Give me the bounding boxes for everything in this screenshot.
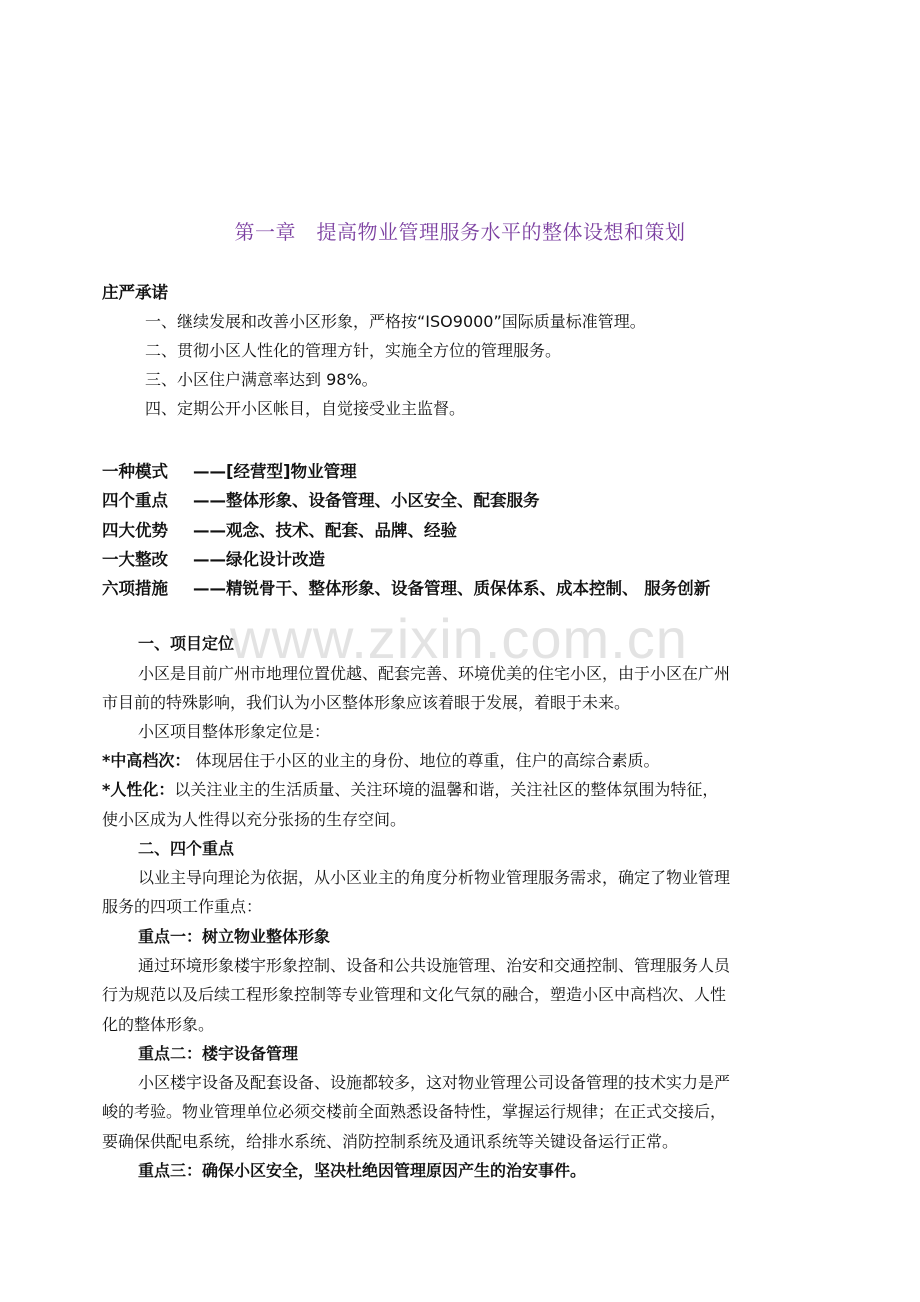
bullet-text: 体现居住于小区的业主的身份、地位的尊重，住户的高综合素质。 xyxy=(190,751,660,770)
bullet-text: 以关注业主的生活质量、关注环境的温馨和谐，关注社区的整体氛围为特征， xyxy=(174,780,719,799)
mode-label: 一大整改 xyxy=(102,550,168,569)
subheading: 重点一：树立物业整体形象 xyxy=(138,927,331,946)
mode-value: ——[经营型]物业管理 xyxy=(193,462,357,481)
mode-label: 四大优势 xyxy=(102,521,168,540)
bullet-line xyxy=(102,751,659,771)
paragraph-line: 小区楼宇设备及配套设备、设施都较多，这对物业管理公司设备管理的技术实力是严 xyxy=(138,1073,731,1092)
subheading: 重点三：确保小区安全，坚决杜绝因管理原因产生的治安事件。 xyxy=(138,1161,587,1180)
section-heading: 二、四个重点 xyxy=(138,839,235,858)
paragraph-line: 以业主导向理论为依据，从小区业主的角度分析物业管理服务需求，确定了物业管理 xyxy=(138,868,731,887)
paragraph-line: 市目前的特殊影响，我们认为小区整体形象应该着眼于发展，着眼于未来。 xyxy=(102,693,631,712)
paragraph-line: 化的整体形象。 xyxy=(102,1015,215,1034)
paragraph-line: 通过环境形象楼宇形象控制、设备和公共设施管理、治安和交通控制、管理服务人员 xyxy=(138,956,731,975)
watermark: www.zixin.com.cn xyxy=(230,607,688,670)
mode-value: ——绿化设计改造 xyxy=(193,550,325,569)
mode-value: ——整体形象、设备管理、小区安全、配套服务 xyxy=(193,491,540,510)
mode-label: 四个重点 xyxy=(102,491,168,510)
subheading: 重点二：楼宇设备管理 xyxy=(138,1044,299,1063)
paragraph-line: 小区是目前广州市地理位置优越、配套完善、环境优美的住宅小区，由于小区在广州 xyxy=(138,664,731,683)
paragraph-line: 服务的四项工作重点： xyxy=(102,897,263,916)
commitment-item: 二、贯彻小区人性化的管理方针，实施全方位的管理服务。 xyxy=(145,341,562,360)
paragraph-line: 峻的考验。物业管理单位必须交楼前全面熟悉设备特性，掌握运行规律；在正式交接后， xyxy=(102,1102,727,1121)
page-title: 第一章 提高物业管理服务水平的整体设想和策划 xyxy=(234,220,686,244)
bullet-label: *人性化： xyxy=(102,780,175,799)
commitment-item: 一、继续发展和改善小区形象，严格按“ISO9000”国际质量标准管理。 xyxy=(145,312,646,331)
commitment-item: 四、定期公开小区帐目，自觉接受业主监督。 xyxy=(145,399,466,418)
paragraph-line: 小区项目整体形象定位是： xyxy=(138,722,331,741)
bullet-line xyxy=(102,780,718,800)
bullet-label: *中高档次： xyxy=(102,751,191,770)
section-heading: 一、项目定位 xyxy=(138,634,235,653)
mode-value: ——观念、技术、配套、品牌、经验 xyxy=(193,521,457,540)
paragraph-line: 要确保供配电系统，给排水系统、消防控制系统及通讯系统等关键设备运行正常。 xyxy=(102,1132,679,1151)
paragraph-line: 使小区成为人性得以充分张扬的生存空间。 xyxy=(102,810,407,829)
mode-value: ——精锐骨干、整体形象、设备管理、质保体系、成本控制、 服务创新 xyxy=(193,579,711,598)
mode-label: 一种模式 xyxy=(102,462,168,481)
mode-label: 六项措施 xyxy=(102,579,168,598)
commitment-item: 三、小区住户满意率达到 98%。 xyxy=(145,370,378,389)
paragraph-line: 行为规范以及后续工程形象控制等专业管理和文化气氛的融合，塑造小区中高档次、人性 xyxy=(102,985,727,1004)
commitment-heading: 庄严承诺 xyxy=(102,283,168,302)
